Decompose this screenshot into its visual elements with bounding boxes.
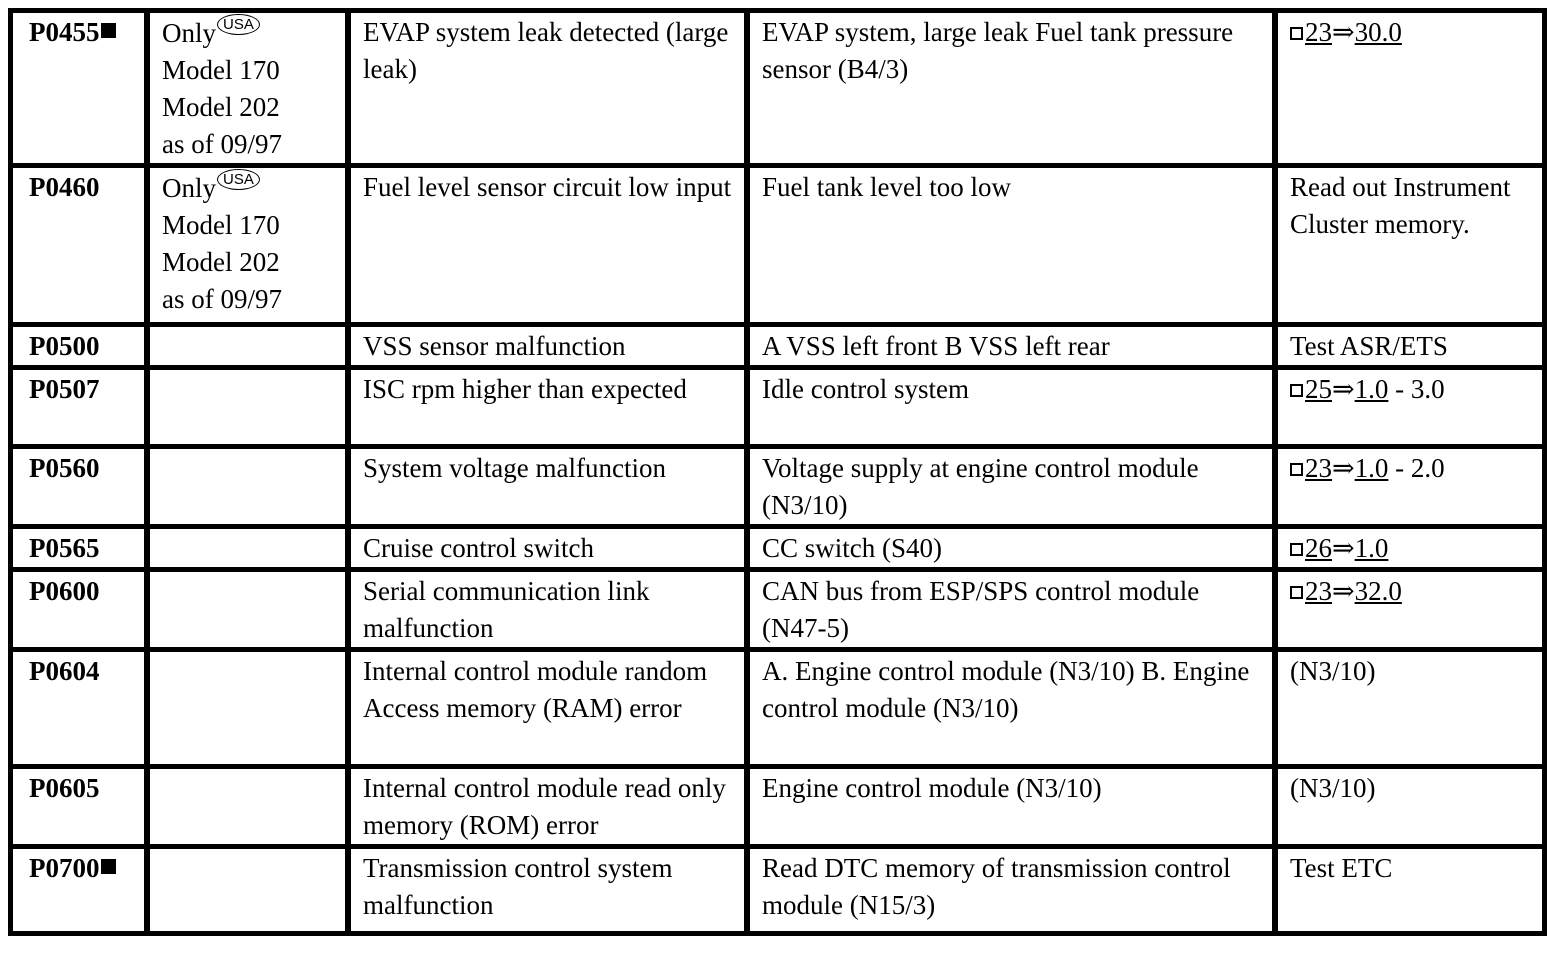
filled-square-marker-icon — [101, 859, 116, 874]
only-label: Only — [162, 18, 216, 48]
applicability-cell — [150, 529, 351, 572]
arrow-icon: ⇒ — [1332, 533, 1355, 563]
dtc-code: P0700 — [29, 853, 100, 883]
test-value-ref: 1.0 — [1354, 453, 1389, 483]
dtc-code: P0500 — [29, 331, 100, 361]
dtc-code-cell — [13, 449, 150, 529]
fault-description: VSS sensor malfunction — [351, 327, 750, 370]
test-step-cell — [1278, 572, 1542, 652]
test-step-cell — [1278, 652, 1542, 769]
test-value-ref: 32.0 — [1354, 576, 1402, 606]
possible-cause: Fuel tank level too low — [750, 168, 1278, 327]
arrow-icon: ⇒ — [1332, 453, 1355, 483]
dtc-code-cell — [13, 769, 150, 849]
applicability-cell — [150, 13, 351, 168]
applicability-cell — [150, 769, 351, 849]
test-step-cell — [1278, 327, 1542, 370]
table-row — [13, 652, 1542, 769]
square-reference-icon — [1290, 384, 1303, 397]
applicability-cell — [150, 449, 351, 529]
test-step-ref: 25 — [1305, 374, 1332, 404]
table-row — [13, 449, 1542, 529]
possible-cause: Voltage supply at engine control module (N3/10) — [750, 449, 1278, 529]
possible-cause: EVAP system, large leak Fuel tank pressure sensor (B4/3) — [750, 13, 1278, 168]
test-step-cell — [1278, 769, 1542, 849]
applicability-cell — [150, 168, 351, 327]
test-step-ref: 23 — [1305, 576, 1332, 606]
possible-cause: CAN bus from ESP/SPS control module (N47-5) — [750, 572, 1278, 652]
test-instruction: (N3/10) — [1290, 773, 1376, 803]
table-row — [13, 327, 1542, 370]
test-value-ref: 1.0 — [1354, 533, 1389, 563]
fault-description: EVAP system leak detected (large leak) — [351, 13, 750, 168]
dtc-table-body — [13, 13, 1542, 931]
arrow-icon: ⇒ — [1332, 576, 1355, 606]
model-line: Model 202 — [162, 92, 280, 122]
dtc-code-cell — [13, 572, 150, 652]
test-step-cell — [1278, 449, 1542, 529]
usa-badge-icon: USA — [217, 169, 260, 190]
dtc-code: P0600 — [29, 576, 100, 606]
test-step-ref: 23 — [1305, 17, 1332, 47]
fault-description: System voltage malfunction — [351, 449, 750, 529]
fault-description: Internal control module read only memory (ROM) error — [351, 769, 750, 849]
test-instruction: Test ETC — [1290, 853, 1393, 883]
dtc-code: P0460 — [29, 172, 100, 202]
usa-badge-icon: USA — [217, 14, 260, 35]
test-instruction: Test ASR/ETS — [1290, 331, 1448, 361]
table-row — [13, 370, 1542, 449]
applicability-cell — [150, 572, 351, 652]
test-step-ref: 26 — [1305, 533, 1332, 563]
table-row — [13, 572, 1542, 652]
square-reference-icon — [1290, 27, 1303, 40]
fault-description: ISC rpm higher than expected — [351, 370, 750, 449]
test-step-cell — [1278, 529, 1542, 572]
dtc-code: P0605 — [29, 773, 100, 803]
filled-square-marker-icon — [101, 23, 116, 38]
possible-cause: Engine control module (N3/10) — [750, 769, 1278, 849]
test-value-ref: 1.0 — [1354, 374, 1389, 404]
fault-description: Fuel level sensor circuit low input — [351, 168, 750, 327]
dtc-code: P0455 — [29, 17, 100, 47]
applicability-cell — [150, 652, 351, 769]
possible-cause: Read DTC memory of transmission control module (N15/3) — [750, 849, 1278, 931]
only-label: Only — [162, 173, 216, 203]
table-row — [13, 529, 1542, 572]
model-line: Model 202 — [162, 247, 280, 277]
test-step-cell — [1278, 13, 1542, 168]
dtc-code: P0604 — [29, 656, 100, 686]
dtc-code-cell — [13, 370, 150, 449]
table-row — [13, 769, 1542, 849]
fault-description: Serial communication link malfunction — [351, 572, 750, 652]
test-value-range: - 2.0 — [1388, 453, 1445, 483]
test-step-cell — [1278, 168, 1542, 327]
possible-cause: A VSS left front B VSS left rear — [750, 327, 1278, 370]
dtc-table — [8, 8, 1547, 936]
arrow-icon: ⇒ — [1332, 17, 1355, 47]
applicability-cell — [150, 327, 351, 370]
dtc-code-cell — [13, 168, 150, 327]
possible-cause: Idle control system — [750, 370, 1278, 449]
test-instruction: Read out Instrument Cluster memory. — [1290, 172, 1511, 239]
fault-description: Transmission control system malfunction — [351, 849, 750, 931]
dtc-code-cell — [13, 327, 150, 370]
dtc-code: P0560 — [29, 453, 100, 483]
table-row — [13, 849, 1542, 931]
model-line: Model 170 — [162, 55, 280, 85]
possible-cause: A. Engine control module (N3/10) B. Engine control module (N3/10) — [750, 652, 1278, 769]
test-value-ref: 30.0 — [1354, 17, 1402, 47]
fault-description: Cruise control switch — [351, 529, 750, 572]
fault-description: Internal control module random Access memory (RAM) error — [351, 652, 750, 769]
dtc-code-cell — [13, 849, 150, 931]
dtc-code: P0565 — [29, 533, 100, 563]
dtc-code-cell — [13, 652, 150, 769]
model-line: as of 09/97 — [162, 129, 282, 159]
model-line: as of 09/97 — [162, 284, 282, 314]
test-instruction: (N3/10) — [1290, 656, 1376, 686]
model-line: Model 170 — [162, 210, 280, 240]
applicability-cell — [150, 370, 351, 449]
test-value-range: - 3.0 — [1388, 374, 1445, 404]
arrow-icon: ⇒ — [1332, 374, 1355, 404]
applicability-cell — [150, 849, 351, 931]
test-step-cell — [1278, 849, 1542, 931]
dtc-code-cell — [13, 13, 150, 168]
test-step-cell — [1278, 370, 1542, 449]
dtc-code: P0507 — [29, 374, 100, 404]
test-step-ref: 23 — [1305, 453, 1332, 483]
possible-cause: CC switch (S40) — [750, 529, 1278, 572]
square-reference-icon — [1290, 586, 1303, 599]
dtc-code-cell — [13, 529, 150, 572]
table-row — [13, 168, 1542, 327]
square-reference-icon — [1290, 543, 1303, 556]
square-reference-icon — [1290, 463, 1303, 476]
table-row — [13, 13, 1542, 168]
